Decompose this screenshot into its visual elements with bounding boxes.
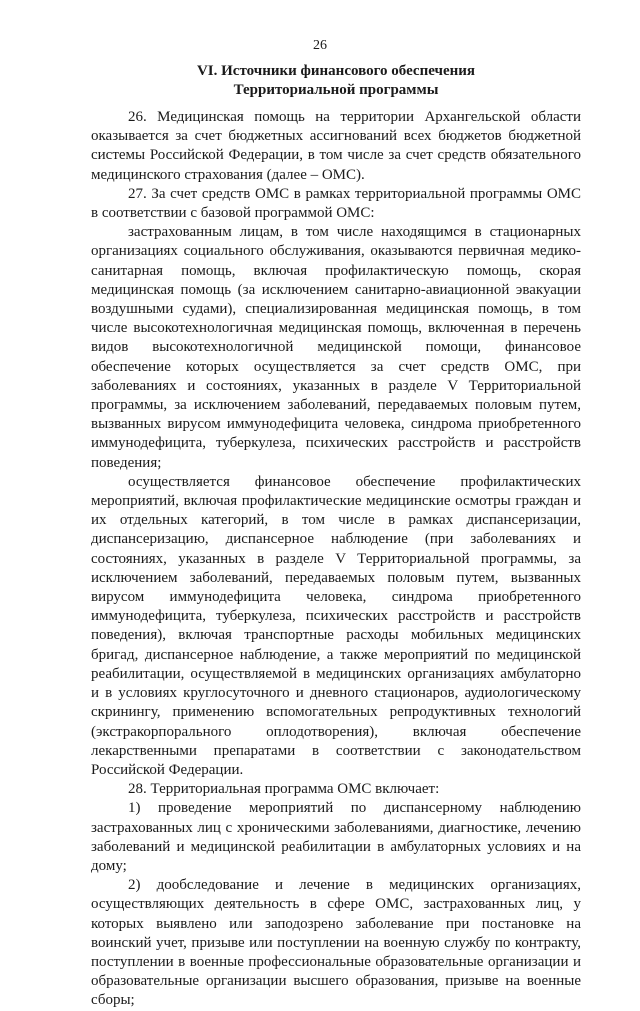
section-heading	[92, 62, 580, 100]
page-number: 26	[313, 38, 327, 53]
list-item-2: 2) дообследование и лечение в медицинских организациях, осуществляющих деятельность в сфере ОМС, застрахованных лиц, у которых выявлено или заподозрено заболевание при постановке на воинский учет, призыве или поступлении на военную службу по контракту, поступлении в военные профессиональные образовательные организации и образовательные организации высшего образования, призыве на военные сборы;	[91, 877, 581, 1009]
paragraph-28: 28. Территориальная программа ОМС включает:	[128, 781, 440, 798]
list-item-1: 1) проведение мероприятий по диспансерному наблюдению застрахованных лиц с хроническими заболеваниями, диагностике, лечению заболеваний и медицинской реабилитации в амбулаторных условиях и на дому;	[91, 800, 581, 874]
section-heading-line-2: Территориальной программы	[233, 82, 439, 98]
paragraph-27-insured-persons: застрахованным лицам, в том числе находящимся в стационарных организациях социального обслуживания, оказываются первичная медико-санитарная помощь, включая профилактическую помощь, скорая медицинская помощь (за исключением санитарно-авиационной эвакуации воздушными судами), специализированная медицинская помощь, в том числе высокотехнологичная медицинская помощь, включенная в перечень видов высокотехнологичной медицинской помощи, финансовое обеспечение которых осуществляется за счет средств ОМС, при заболеваниях и состояниях, указанных в разделе V Территориальной программы, за исключением заболеваний, передаваемых половым путем, вызванных вирусом иммунодефицита человека, синдрома приобретенного иммунодефицита, туберкулеза, психических расстройств и расстройств поведения;	[91, 224, 581, 471]
section-heading-line-1: VI. Источники финансового обеспечения	[196, 63, 476, 79]
paragraph-26: 26. Медицинская помощь на территории Архангельской области оказывается за счет бюджетных ассигнований всех бюджетов бюджетной системы Российской Федерации, в том числе за счет средств обязательного медицинского страхования (далее – ОМС).	[91, 109, 581, 183]
paragraph-27: 27. За счет средств ОМС в рамках территориальной программы ОМС в соответствии с базовой программой ОМС:	[91, 185, 581, 222]
paragraph-27-financing: осуществляется финансовое обеспечение профилактических мероприятий, включая профилактические медицинские осмотры граждан и их отдельных категорий, в том числе в рамках диспансеризации, диспансеризацию, диспансерное наблюдение (при заболеваниях и состояниях, указанных в разделе V Территориальной программы, за исключением заболеваний, передаваемых половым путем, вызванных вирусом иммунодефицита человека, синдрома приобретенного иммунодефицита, туберкулеза, психических расстройств и расстройств поведения), включая транспортные расходы мобильных медицинских бригад, диспансерное наблюдение, а также мероприятий по медицинской реабилитации, осуществляемой в медицинских организациях амбулаторно и в условиях круглосуточного и дневного стационаров, аудиологическому скринингу, применению вспомогательных репродуктивных технологий (экстракорпорального оплодотворения), включая обеспечение лекарственными препаратами в соответствии с законодательством Российской Федерации.	[91, 473, 581, 778]
document-body	[91, 108, 581, 1011]
